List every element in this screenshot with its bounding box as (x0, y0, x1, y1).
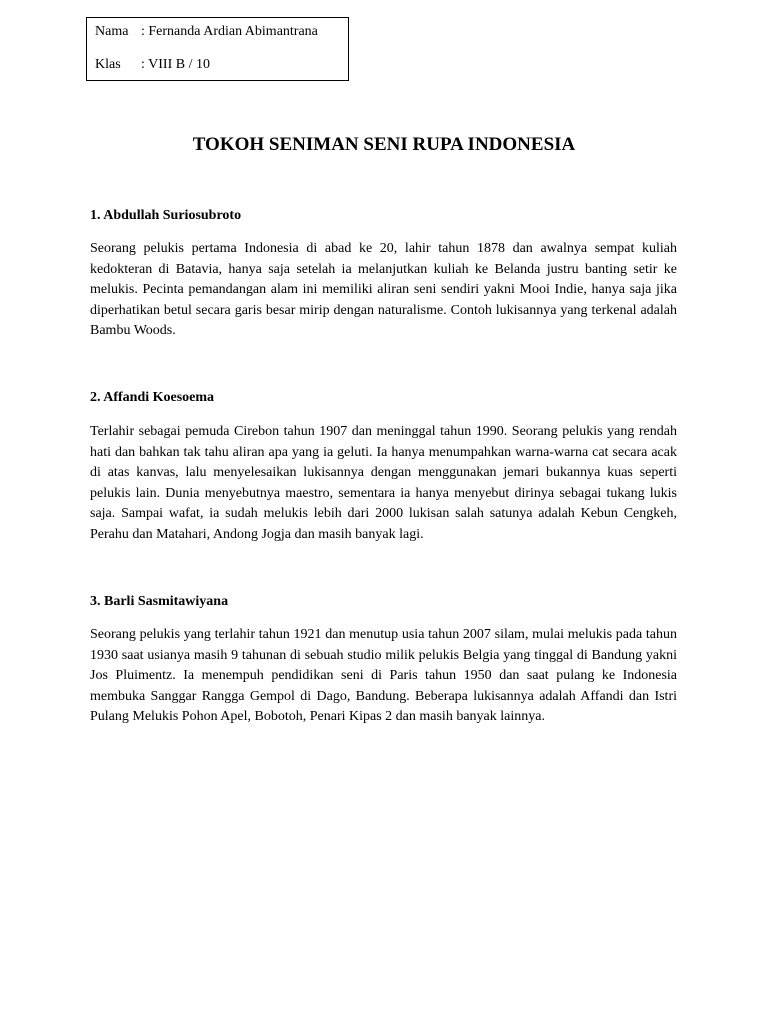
name-row (95, 24, 318, 40)
name-value: : Fernanda Ardian Abimantrana (141, 24, 318, 39)
section-body-barli-sasmitawiyana: Seorang pelukis yang terlahir tahun 1921 dan menutup usia tahun 2007 silam, mulai melukis pada tahun 1930 saat usianya masih 9 tahunan di sebuah studio milik pelukis Belgia yang tinggal di Bandung yakni Jos Pluimentz. Ia menempuh pendidikan seni di Paris tahun 1950 dan saat pulang ke Indonesia membuka Sanggar Rangga Gempol di Dago, Bandung. Beberapa lukisannya adalah Affandi dan Istri Pulang Melukis Pohon Apel, Bobotoh, Penari Kipas 2 dan masih banyak lainnya. (90, 627, 677, 725)
section-heading-affandi-koesoema: 2. Affandi Koesoema (90, 390, 215, 405)
section-heading-abdullah-suriosubroto: 1. Abdullah Suriosubroto (90, 208, 242, 223)
section-heading-barli-sasmitawiyana: 3. Barli Sasmitawiyana (90, 594, 229, 609)
document-title: TOKOH SENIMAN SENI RUPA INDONESIA (192, 134, 576, 155)
class-value: : VIII B / 10 (141, 57, 210, 72)
class-row (95, 57, 210, 73)
section-body-abdullah-suriosubroto: Seorang pelukis pertama Indonesia di abad ke 20, lahir tahun 1878 dan awalnya sempat kuliah kedokteran di Batavia, hanya saja setelah ia melanjutkan kuliah ke Belanda justru banting setir ke melukis. Pecinta pemandangan alam ini memiliki aliran seni sendiri yakni Mooi Indie, hanya saja jika diperhatikan betul secara garis besar mirip dengan naturalisme. Contoh lukisannya yang terkenal adalah Bambu Woods. (90, 241, 677, 339)
class-label: Klas (95, 57, 121, 72)
student-identity-box (86, 17, 349, 81)
section-body-affandi-koesoema: Terlahir sebagai pemuda Cirebon tahun 1907 dan meninggal tahun 1990. Seorang pelukis yang rendah hati dan bahkan tak tahu aliran apa yang ia geluti. Ia hanya menumpahkan warna-warna cat secara acak di atas kanvas, lalu menyelesaikan lukisannya dengan menggunakan jemari bukannya kuas seperti pelukis lain. Dunia menyebutnya maestro, sementara ia hanya menyebut dirinya sebagai tukang lukis saja. Sampai wafat, ia sudah melukis lebih dari 2000 lukisan salah satunya adalah Kebun Cengkeh, Perahu dan Matahari, Andong Jogja dan masih banyak lagi. (90, 424, 677, 542)
name-label: Nama (95, 24, 129, 39)
